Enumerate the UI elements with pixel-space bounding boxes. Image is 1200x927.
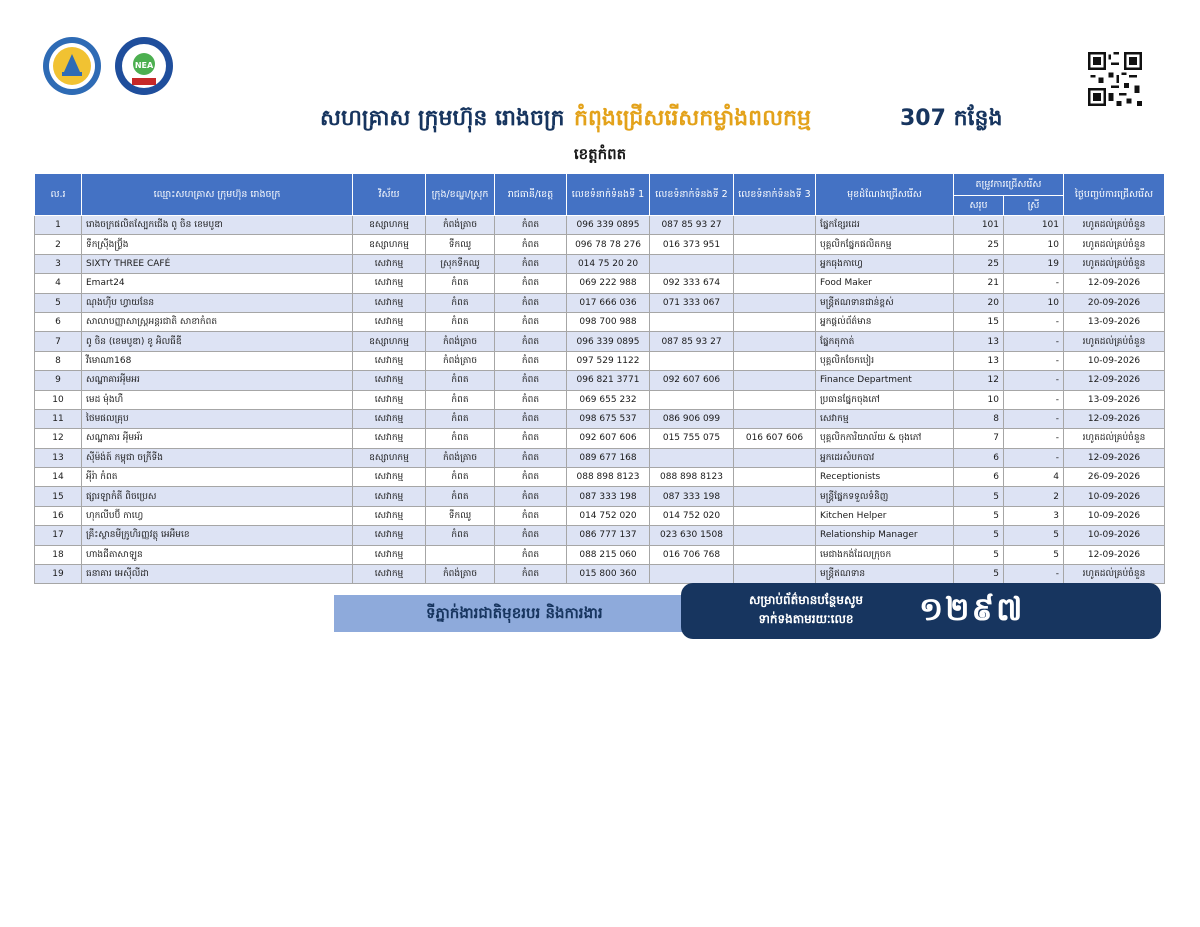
cell-deadline: រហូតដល់គ្រប់ចំនួន	[1064, 216, 1165, 235]
hotline-caption	[721, 591, 891, 629]
cell-phone1: 092 607 606	[567, 429, 650, 448]
cell-deadline: 12-09-2026	[1064, 274, 1165, 293]
cell-phone1: 014 752 020	[567, 506, 650, 525]
cell-phone3	[734, 468, 816, 487]
header-company: ឈ្មោះសហគ្រាស ក្រុមហ៊ុន រោងចក្រ	[82, 174, 353, 216]
cell-province: កំពត	[495, 351, 567, 370]
cell-deadline: 12-09-2026	[1064, 409, 1165, 428]
cell-phone3	[734, 351, 816, 370]
cell-female: 4	[1004, 468, 1064, 487]
cell-total: 15	[954, 312, 1004, 331]
cell-total: 6	[954, 468, 1004, 487]
cell-female: -	[1004, 565, 1064, 584]
cell-phone1: 069 222 988	[567, 274, 650, 293]
cell-total: 5	[954, 526, 1004, 545]
cell-phone2: 087 333 198	[650, 487, 734, 506]
cell-sector: សេវាកម្ម	[353, 565, 426, 584]
cell-total: 5	[954, 506, 1004, 525]
cell-phone2: 071 333 067	[650, 293, 734, 312]
cell-phone3	[734, 235, 816, 254]
cell-no: 19	[35, 565, 82, 584]
cell-phone3	[734, 409, 816, 428]
table-row	[35, 545, 1165, 564]
cell-phone3	[734, 312, 816, 331]
table-row	[35, 487, 1165, 506]
table-row	[35, 390, 1165, 409]
header-phone1: លេខទំនាក់ទំនងទី 1	[567, 174, 650, 216]
cell-sector: សេវាកម្ម	[353, 526, 426, 545]
cell-district: កំពង់ត្រាច	[426, 216, 495, 235]
cell-phone2	[650, 351, 734, 370]
cell-position: បុគ្គលិកការិយាល័យ & ចុងភៅ	[816, 429, 954, 448]
cell-phone3	[734, 332, 816, 351]
title-total-positions: 307 កន្លែង	[900, 106, 1003, 131]
header-deadline: ថ្ងៃបញ្ចប់ការជ្រើសរើស	[1064, 174, 1165, 216]
cell-female: 10	[1004, 293, 1064, 312]
cell-phone2	[650, 565, 734, 584]
cell-district: កំពង់ត្រាច	[426, 565, 495, 584]
cell-phone3	[734, 390, 816, 409]
cell-no: 5	[35, 293, 82, 312]
cell-province: កំពត	[495, 468, 567, 487]
cell-sector: សេវាកម្ម	[353, 293, 426, 312]
cell-phone2: 088 898 8123	[650, 468, 734, 487]
cell-deadline: 26-09-2026	[1064, 468, 1165, 487]
cell-deadline: 12-09-2026	[1064, 371, 1165, 390]
cell-district: កំពង់ត្រាច	[426, 448, 495, 467]
cell-phone2: 087 85 93 27	[650, 216, 734, 235]
cell-deadline: 12-09-2026	[1064, 448, 1165, 467]
cell-company: Emart24	[82, 274, 353, 293]
cell-position: ផ្នែកខ្សែរដេរ	[816, 216, 954, 235]
cell-phone2: 086 906 099	[650, 409, 734, 428]
cell-province: កំពត	[495, 332, 567, 351]
cell-phone1: 096 339 0895	[567, 332, 650, 351]
cell-position: Food Maker	[816, 274, 954, 293]
cell-province: កំពត	[495, 545, 567, 564]
cell-phone2: 015 755 075	[650, 429, 734, 448]
page-title	[320, 104, 1020, 138]
header-phone3: លេខទំនាក់ទំនងទី 3	[734, 174, 816, 216]
cell-sector: សេវាកម្ម	[353, 312, 426, 331]
cell-no: 11	[35, 409, 82, 428]
cell-deadline: រហូតដល់គ្រប់ចំនួន	[1064, 565, 1165, 584]
cell-district: កំពត	[426, 409, 495, 428]
cell-district: កំពត	[426, 468, 495, 487]
table-row	[35, 312, 1165, 331]
cell-total: 13	[954, 351, 1004, 370]
cell-no: 2	[35, 235, 82, 254]
cell-company: សណ្ឋាគារ អុីមអ័រ	[82, 429, 353, 448]
table-row	[35, 254, 1165, 273]
cell-no: 1	[35, 216, 82, 235]
cell-position: មន្ត្រីផ្នែកទទួលទំនិញ	[816, 487, 954, 506]
cell-no: 18	[35, 545, 82, 564]
cell-phone1: 096 339 0895	[567, 216, 650, 235]
cell-female: 5	[1004, 526, 1064, 545]
cell-sector: ឧស្សាហកម្ម	[353, 448, 426, 467]
cell-sector: សេវាកម្ម	[353, 487, 426, 506]
cell-deadline: 10-09-2026	[1064, 506, 1165, 525]
cell-sector: ឧស្សាហកម្ម	[353, 332, 426, 351]
cell-district: ទឹកឈូ	[426, 506, 495, 525]
title-org: សហគ្រាស ក្រុមហ៊ុន រោងចក្រ	[320, 106, 565, 131]
cell-no: 12	[35, 429, 82, 448]
cell-total: 5	[954, 565, 1004, 584]
cell-sector: ឧស្សាហកម្ម	[353, 235, 426, 254]
cell-district: កំពត	[426, 390, 495, 409]
cell-phone3	[734, 487, 816, 506]
cell-sector: សេវាកម្ម	[353, 429, 426, 448]
cell-sector: សេវាកម្ម	[353, 468, 426, 487]
cell-total: 7	[954, 429, 1004, 448]
cell-sector: សេវាកម្ម	[353, 545, 426, 564]
cell-phone2: 014 752 020	[650, 506, 734, 525]
qr-code	[1088, 52, 1142, 106]
cell-district: កំពង់ត្រាច	[426, 351, 495, 370]
nea-seal-logo	[114, 36, 174, 96]
cell-deadline: 13-09-2026	[1064, 390, 1165, 409]
cell-female: 5	[1004, 545, 1064, 564]
table-row	[35, 448, 1165, 467]
cell-female: 10	[1004, 235, 1064, 254]
cell-total: 6	[954, 448, 1004, 467]
cell-female: -	[1004, 409, 1064, 428]
table-row	[35, 506, 1165, 525]
cell-phone2	[650, 312, 734, 331]
cell-company: វីមោណា168	[82, 351, 353, 370]
cell-district: កំពត	[426, 526, 495, 545]
cell-province: កំពត	[495, 565, 567, 584]
cell-phone3	[734, 565, 816, 584]
table-row	[35, 235, 1165, 254]
cell-female: -	[1004, 351, 1064, 370]
table-row	[35, 216, 1165, 235]
cell-no: 14	[35, 468, 82, 487]
cell-no: 15	[35, 487, 82, 506]
cell-company: អុីរ៉ា កំពត	[82, 468, 353, 487]
cell-no: 7	[35, 332, 82, 351]
hotline-box	[681, 583, 1161, 639]
cell-phone2: 016 373 951	[650, 235, 734, 254]
cell-phone2: 092 607 606	[650, 371, 734, 390]
cell-phone2: 023 630 1508	[650, 526, 734, 545]
cell-sector: សេវាកម្ម	[353, 409, 426, 428]
table-row	[35, 468, 1165, 487]
cell-phone3	[734, 448, 816, 467]
header-province: រាជធានី/ខេត្ត	[495, 174, 567, 216]
cell-female: -	[1004, 371, 1064, 390]
cell-phone1: 086 777 137	[567, 526, 650, 545]
table-row	[35, 409, 1165, 428]
table-row	[35, 565, 1165, 584]
header-no: ល.រ	[35, 174, 82, 216]
cell-no: 13	[35, 448, 82, 467]
cell-deadline: 20-09-2026	[1064, 293, 1165, 312]
title-recruiting: កំពុងជ្រើសរើសកម្លាំងពលកម្ម	[574, 106, 811, 131]
cell-company: ហាងជីតាសាឡូន	[82, 545, 353, 564]
cell-no: 8	[35, 351, 82, 370]
table-row	[35, 371, 1165, 390]
header-sector: វិស័យ	[353, 174, 426, 216]
cell-province: កំពត	[495, 293, 567, 312]
cell-total: 5	[954, 545, 1004, 564]
cell-phone1: 096 821 3771	[567, 371, 650, 390]
cell-position: អ្នកផ្តល់ព័ត៌មាន	[816, 312, 954, 331]
table-row	[35, 429, 1165, 448]
cell-province: កំពត	[495, 409, 567, 428]
cell-phone2	[650, 448, 734, 467]
cell-company: ស៊ីម៉ង់ត៍ កម្ពុជា ចក្រីទីង	[82, 448, 353, 467]
cell-sector: ឧស្សាហកម្ម	[353, 216, 426, 235]
cell-district: កំពត	[426, 312, 495, 331]
cell-province: កំពត	[495, 448, 567, 467]
cell-position: Finance Department	[816, 371, 954, 390]
cell-total: 21	[954, 274, 1004, 293]
cell-deadline: 12-09-2026	[1064, 545, 1165, 564]
cell-total: 10	[954, 390, 1004, 409]
cell-phone1: 069 655 232	[567, 390, 650, 409]
cell-no: 6	[35, 312, 82, 331]
cell-female: -	[1004, 274, 1064, 293]
cell-female: -	[1004, 390, 1064, 409]
cell-phone3	[734, 254, 816, 273]
cell-deadline: 10-09-2026	[1064, 526, 1165, 545]
cell-phone3	[734, 545, 816, 564]
cell-position: អ្នកដេរសំបកបាវ	[816, 448, 954, 467]
cell-deadline: រហូតដល់គ្រប់ចំនួន	[1064, 235, 1165, 254]
cell-phone1: 098 675 537	[567, 409, 650, 428]
cell-phone3	[734, 526, 816, 545]
cell-deadline: រហូតដល់គ្រប់ចំនួន	[1064, 332, 1165, 351]
cell-company: ពូ ចិន (ខេមបូឌា) ខូ អិលធីឌី	[82, 332, 353, 351]
header-total: សរុប	[954, 196, 1004, 216]
cell-position: ផ្នែកតុកាត់	[816, 332, 954, 351]
cell-company: ហុកលីបប៊ី កាហ្វេ	[82, 506, 353, 525]
cell-province: កំពត	[495, 274, 567, 293]
cell-district: កំពង់ត្រាច	[426, 332, 495, 351]
cell-province: កំពត	[495, 506, 567, 525]
cell-total: 20	[954, 293, 1004, 312]
cell-position: Kitchen Helper	[816, 506, 954, 525]
cell-phone3	[734, 216, 816, 235]
province-heading: ខេត្តកំពត	[573, 145, 627, 163]
ministry-seal-logo	[42, 36, 102, 96]
cell-province: កំពត	[495, 429, 567, 448]
cell-total: 12	[954, 371, 1004, 390]
cell-phone3	[734, 274, 816, 293]
header-district: ក្រុង/ខណ្ឌ/ស្រុក	[426, 174, 495, 216]
cell-district: ទឹកឈូ	[426, 235, 495, 254]
cell-position: អ្នកធុងកាហ្វេ	[816, 254, 954, 273]
cell-company: ថៃមផលគ្រុប	[82, 409, 353, 428]
cell-province: កំពត	[495, 526, 567, 545]
cell-district: កំពត	[426, 274, 495, 293]
cell-province: កំពត	[495, 312, 567, 331]
cell-position: មេជាងកង់ដែលក្រុចក	[816, 545, 954, 564]
header-female: ស្រី	[1004, 196, 1064, 216]
cell-phone1: 017 666 036	[567, 293, 650, 312]
cell-position: មន្ត្រីឥណទានជាន់ខ្ពស់	[816, 293, 954, 312]
cell-deadline: រហូតដល់គ្រប់ចំនួន	[1064, 429, 1165, 448]
cell-phone2: 092 333 674	[650, 274, 734, 293]
cell-district: កំពត	[426, 487, 495, 506]
cell-company: សណ្ឋាគារអុីមអរ	[82, 371, 353, 390]
cell-province: កំពត	[495, 235, 567, 254]
cell-position: សេវាកម្ម	[816, 409, 954, 428]
cell-sector: សេវាកម្ម	[353, 254, 426, 273]
cell-total: 25	[954, 254, 1004, 273]
cell-province: កំពត	[495, 371, 567, 390]
cell-no: 4	[35, 274, 82, 293]
table-row	[35, 526, 1165, 545]
hotline-caption-line2: ទាក់ទងតាមរយៈលេខ	[758, 612, 854, 626]
table-row	[35, 332, 1165, 351]
cell-female: -	[1004, 332, 1064, 351]
cell-total: 101	[954, 216, 1004, 235]
cell-position: Relationship Manager	[816, 526, 954, 545]
cell-female: 101	[1004, 216, 1064, 235]
table-row	[35, 351, 1165, 370]
cell-sector: សេវាកម្ម	[353, 371, 426, 390]
cell-phone2: 087 85 93 27	[650, 332, 734, 351]
cell-phone1: 096 78 78 276	[567, 235, 650, 254]
cell-sector: សេវាកម្ម	[353, 390, 426, 409]
cell-position: បុគ្គលិកចែកបៀរ	[816, 351, 954, 370]
cell-no: 16	[35, 506, 82, 525]
cell-company: មេដ ម៉ុងហឺ	[82, 390, 353, 409]
hotline-caption-line1: សម្រាប់ព័ត៌មានបន្ថែមសូម	[748, 593, 864, 607]
cell-deadline: រហូតដល់គ្រប់ចំនួន	[1064, 254, 1165, 273]
cell-district: កំពត	[426, 429, 495, 448]
cell-phone1: 089 677 168	[567, 448, 650, 467]
cell-district: កំពត	[426, 371, 495, 390]
cell-company: SIXTY THREE CAFÉ	[82, 254, 353, 273]
cell-position: ប្រធានផ្នែកចុងភៅ	[816, 390, 954, 409]
cell-no: 17	[35, 526, 82, 545]
cell-phone3	[734, 371, 816, 390]
cell-company: ធនាគារ អេស៊ីលីដា	[82, 565, 353, 584]
cell-total: 13	[954, 332, 1004, 351]
cell-phone1: 088 215 060	[567, 545, 650, 564]
cell-no: 3	[35, 254, 82, 273]
cell-phone1: 097 529 1122	[567, 351, 650, 370]
cell-phone1: 098 700 988	[567, 312, 650, 331]
cell-province: កំពត	[495, 487, 567, 506]
cell-phone3	[734, 506, 816, 525]
cell-deadline: 10-09-2026	[1064, 487, 1165, 506]
cell-company: គ្រឹះស្ថានមីក្រូហិរញ្ញវត្ថុ អេអឹមខេ	[82, 526, 353, 545]
cell-female: -	[1004, 429, 1064, 448]
cell-phone3	[734, 293, 816, 312]
cell-phone1: 014 75 20 20	[567, 254, 650, 273]
cell-total: 25	[954, 235, 1004, 254]
cell-female: -	[1004, 312, 1064, 331]
cell-phone1: 087 333 198	[567, 487, 650, 506]
cell-company: រោងចក្រផលិតស្បែកជើង ពូ ចិន ខេមបូឌា	[82, 216, 353, 235]
cell-deadline: 13-09-2026	[1064, 312, 1165, 331]
cell-company: ទឹកស្រ៊ីងប្រ្ង៊ីង	[82, 235, 353, 254]
header-phone2: លេខទំនាក់ទំនងទី 2	[650, 174, 734, 216]
cell-no: 10	[35, 390, 82, 409]
cell-female: 19	[1004, 254, 1064, 273]
cell-female: -	[1004, 448, 1064, 467]
header-needed: តម្រូវការជ្រើសរើស	[954, 174, 1064, 196]
cell-phone1: 088 898 8123	[567, 468, 650, 487]
cell-position: បុគ្គលិកផ្នែកផលិតកម្ម	[816, 235, 954, 254]
cell-province: កំពត	[495, 216, 567, 235]
cell-company: សាលាបញ្ញាសាស្ត្រអន្តរជាតិ សាខាកំពត	[82, 312, 353, 331]
job-vacancy-table	[34, 173, 1165, 584]
cell-phone2: 016 706 768	[650, 545, 734, 564]
cell-company: ណុងហ៊ីប ហ្វាយនែន	[82, 293, 353, 312]
cell-sector: សេវាកម្ម	[353, 506, 426, 525]
agency-banner: ទីភ្នាក់ងារជាតិមុខរបរ និងការងារ	[334, 595, 700, 632]
cell-female: 3	[1004, 506, 1064, 525]
cell-sector: សេវាកម្ម	[353, 351, 426, 370]
cell-sector: សេវាកម្ម	[353, 274, 426, 293]
table-row	[35, 274, 1165, 293]
cell-province: កំពត	[495, 254, 567, 273]
hotline-number: ១២៩៧	[919, 590, 1025, 628]
cell-phone2	[650, 390, 734, 409]
cell-company: ផ្សារឡាកំតី ពិចប្រេស	[82, 487, 353, 506]
cell-phone2	[650, 254, 734, 273]
cell-province: កំពត	[495, 390, 567, 409]
cell-position: Receptionists	[816, 468, 954, 487]
cell-phone3: 016 607 606	[734, 429, 816, 448]
cell-position: មន្ត្រីឥណទាន	[816, 565, 954, 584]
cell-district	[426, 545, 495, 564]
cell-no: 9	[35, 371, 82, 390]
cell-deadline: 10-09-2026	[1064, 351, 1165, 370]
svg-text:NEA: NEA	[134, 61, 154, 70]
table-row	[35, 293, 1165, 312]
header-position: មុខដំណែងជ្រើសរើស	[816, 174, 954, 216]
cell-district: កំពត	[426, 293, 495, 312]
cell-female: 2	[1004, 487, 1064, 506]
cell-total: 5	[954, 487, 1004, 506]
cell-district: ស្រុកទឹកឈូ	[426, 254, 495, 273]
cell-total: 8	[954, 409, 1004, 428]
cell-phone1: 015 800 360	[567, 565, 650, 584]
